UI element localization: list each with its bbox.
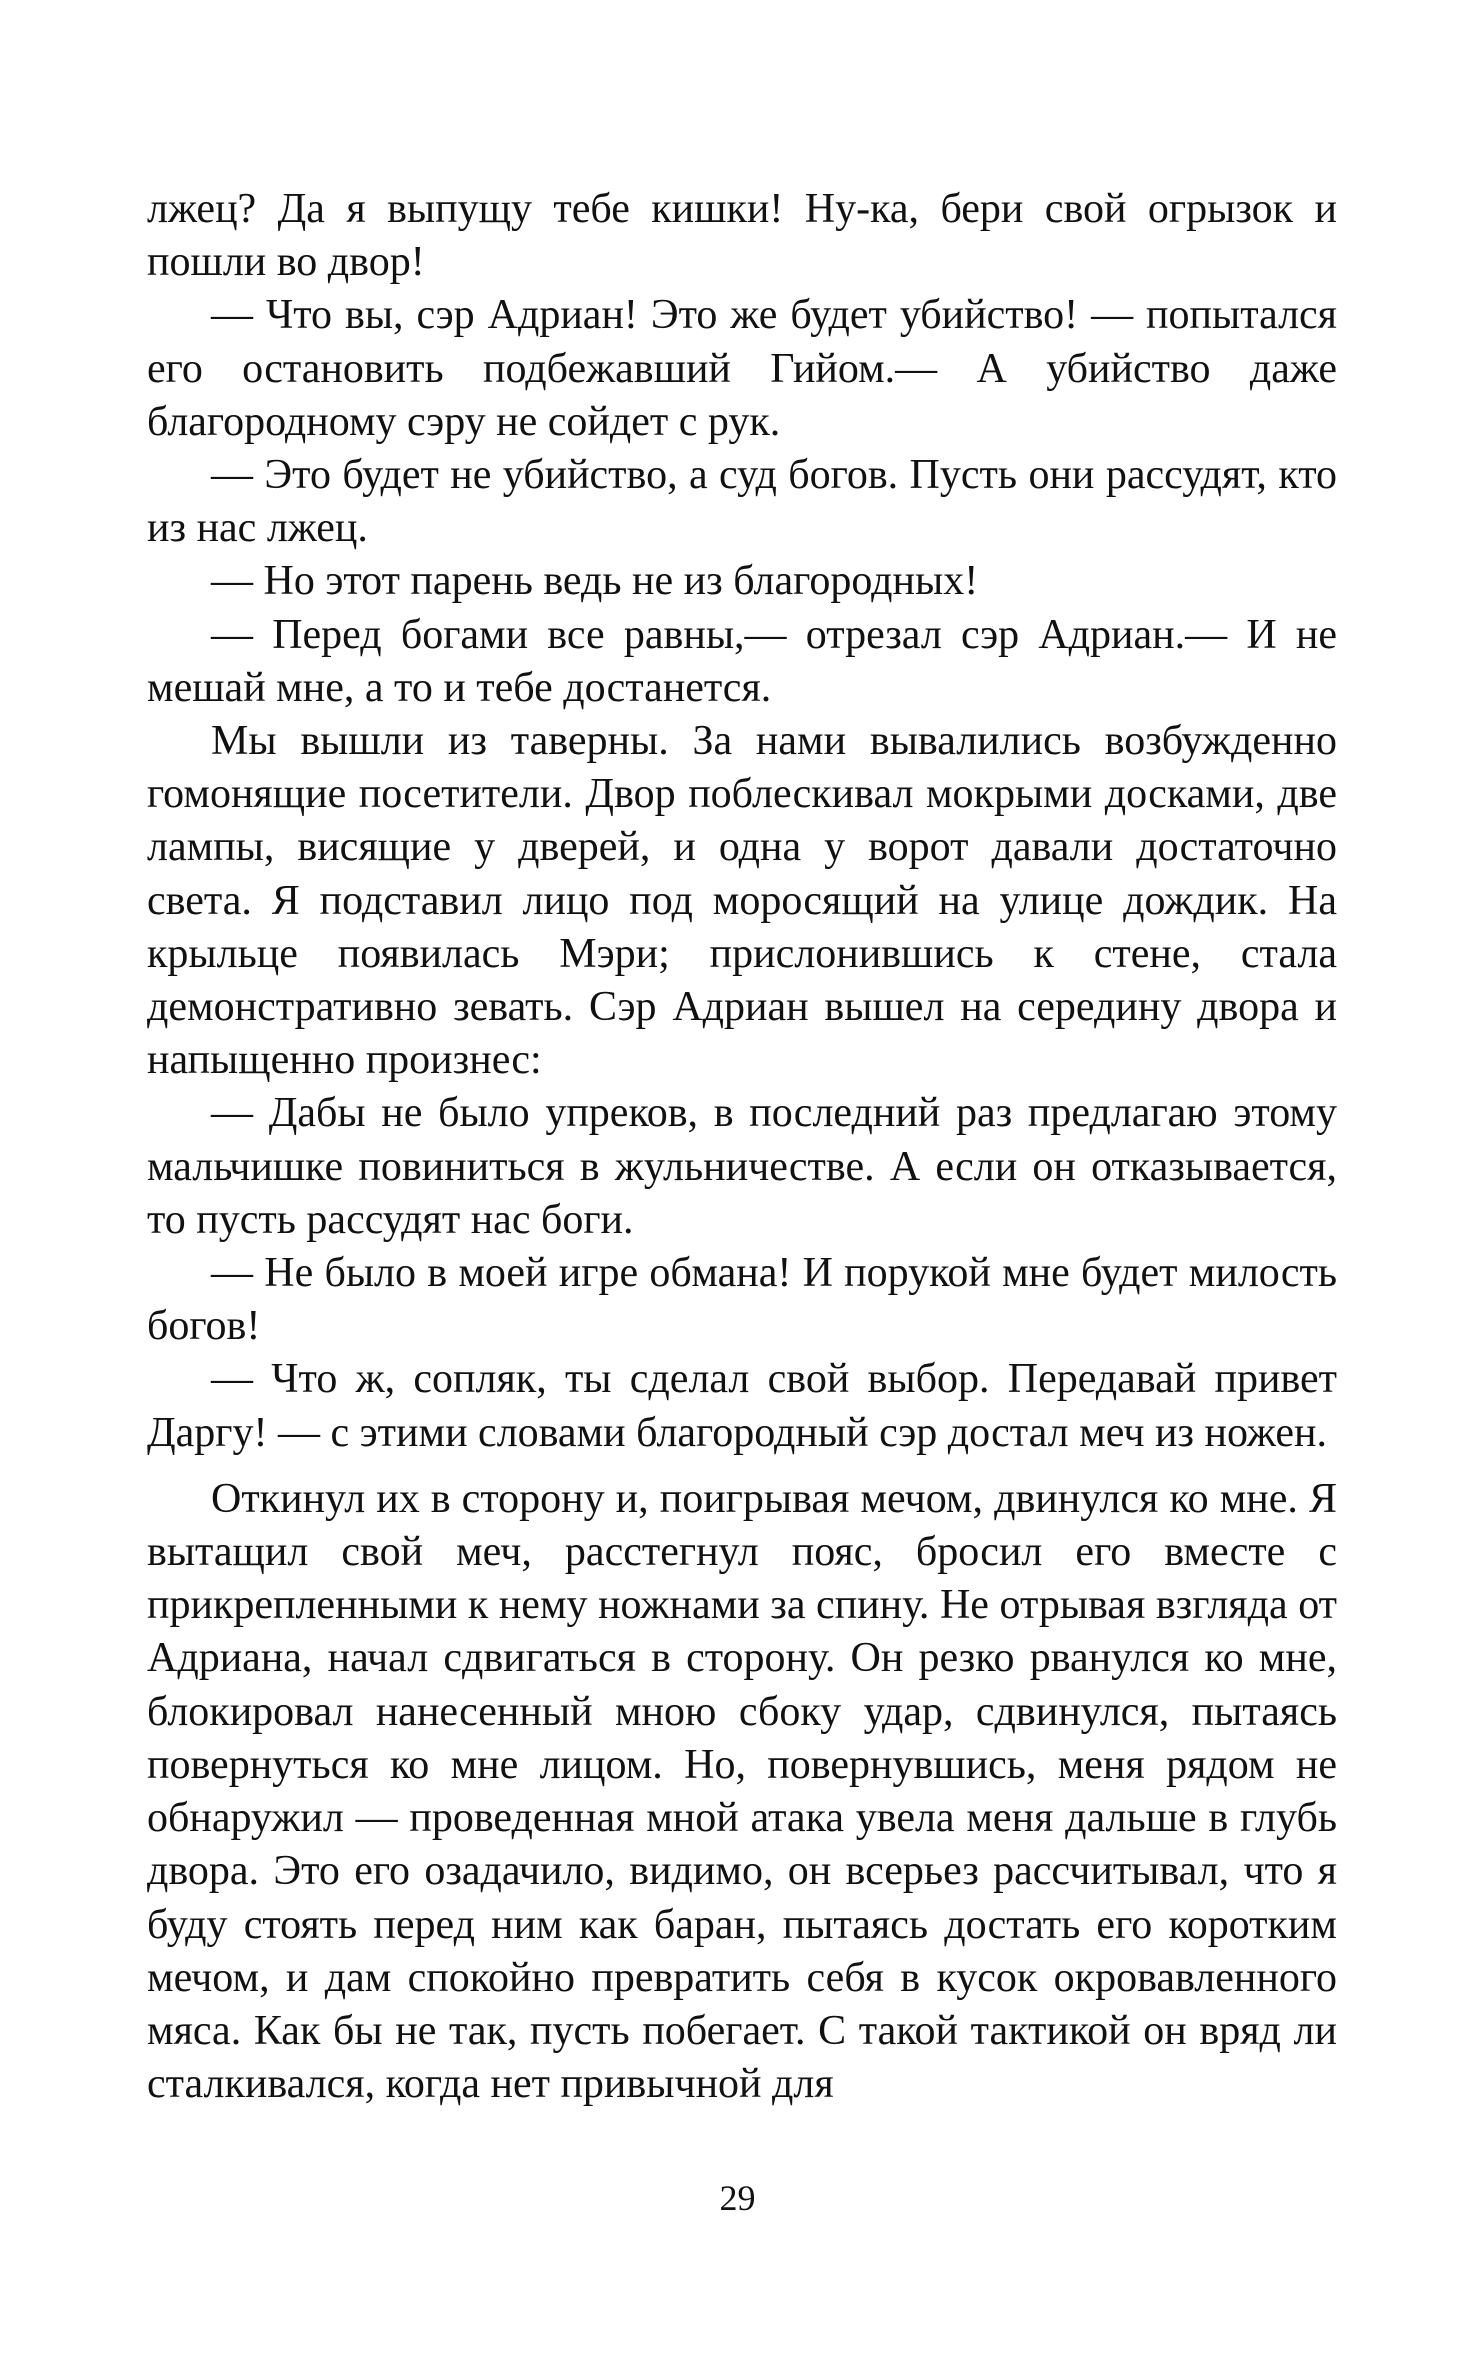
page-number: 29 (719, 2178, 756, 2218)
paragraph-continuation: лжец? Да я выпущу тебе кишки! Ну-ка, бери свой огрызок и пошли во двор! (147, 186, 1337, 286)
paragraph-dialogue-6: — Не было в моей игре обмана! И порукой мне будет милость богов! (147, 1250, 1337, 1350)
paragraph-dialogue-4: — Перед богами все равны,— отрезал сэр Адриан.— И не мешай мне, а то и тебе достанется. (147, 611, 1337, 711)
paragraph-dialogue-1: — Что вы, сэр Адриан! Это же будет убийство! — попытался его остановить подбежавший Гийом.— А убийство даже благородному сэру не сойдет с рук. (147, 292, 1337, 445)
paragraph-narration-2: Откинул их в сторону и, поигрывая мечом, двинулся ко мне. Я вытащил свой меч, расстегнул пояс, бросил его вместе с прикрепленными к нему ножнами за спину. Не отрывая взгляда от Адриана, начал сдвигаться в сторону. Он резко рванулся ко мне, блокировал нанесенный мною сбоку удар, сдвинулся, пытаясь повернуться ко мне лицом. Но, повернувшись, меня рядом не обнаружил — проведенная мной атака увела меня дальше в глубь двора. Это его озадачило, видимо, он всерьез рассчитывал, что я буду стоять перед ним как баран, пытаясь достать его коротким мечом, и дам спокойно превратить себя в кусок окровавленного мяса. Как бы не так, пусть побегает. С такой тактикой он вряд ли сталкивался, когда нет привычной для (147, 1475, 1337, 2108)
body-text (147, 183, 1337, 2111)
paragraph-dialogue-7: — Что ж, сопляк, ты сделал свой выбор. Передавай привет Даргу! — с этими словами благородный сэр достал меч из ножен. (147, 1356, 1337, 1456)
paragraph-narration-1: Мы вышли из таверны. За нами вывалились возбужденно гомонящие посетители. Двор поблескивал мокрыми досками, две лампы, висящие у дверей, и одна у ворот давали достаточно света. Я подставил лицо под моросящий на улице дождик. На крыльце появилась Мэри; прислонившись к стене, стала демонстративно зевать. Сэр Адриан вышел на середину двора и напыщенно произнес: (147, 718, 1337, 1084)
paragraph-dialogue-2: — Это будет не убийство, а суд богов. Пусть они рассудят, кто из нас лжец. (147, 452, 1337, 552)
paragraph-dialogue-5: — Дабы не было упреков, в последний раз предлагаю этому мальчишке повиниться в жульничестве. А если он отказывается, то пусть рассудят нас боги. (147, 1090, 1337, 1243)
paragraph-dialogue-3: — Но этот парень ведь не из благородных! (211, 558, 979, 605)
